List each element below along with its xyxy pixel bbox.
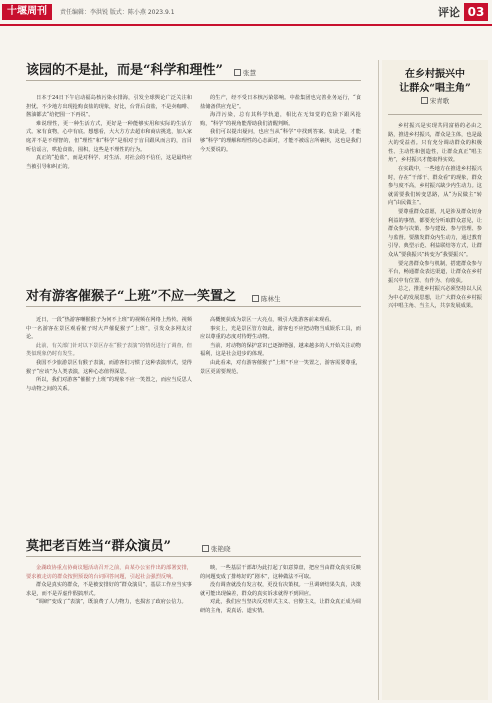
- paragraph: “调研”变成了“表演”，既浪费了人力物力，也损害了政府公信力。: [36, 599, 187, 606]
- paragraph: 难说理性，更一种生活方式，更好是一种能够实用和实际的生活方式。家有食物，心中有底。想想看，大大方方去超市和商店挑选，加入家庭并不是不理智的，但“理性”和“科学”是相对于盲目跟风而言的，盲目听信谣言，哄抢食盐，囤积，这些是不理性的行为。: [26, 120, 192, 153]
- article-column-2: [200, 316, 361, 556]
- paragraph: 我们可以提出疑问，也应当从“科学”中找到答案。如此是，才能够“科学”的理解和理性的心态面对，才能不被谣言所裹挟，这也是我们今天要说的。: [200, 129, 361, 153]
- paragraph: 没有调查就没有发言权，更没有决策权。一旦调研结果失真，决策就可能出现偏差，群众的真实诉求就得不到回应。: [200, 582, 361, 597]
- sidebar-title-line-1: 在乡村振兴中: [405, 69, 465, 80]
- article-header: [26, 536, 361, 557]
- paragraph: 所以，我们对游客“催猴子上班”的现象不应一笑置之，而应当反思人与动物之间的关系。: [26, 377, 192, 392]
- article-column-1: [26, 94, 192, 278]
- article-byline: 张艳晓: [202, 544, 231, 553]
- article-title: 该园的不是扯，而是“科学和理性”: [26, 63, 223, 78]
- paragraph: 在实践中，一些地方在推进乡村振兴时，存在“干部干、群众看”的现象，群众参与度不高，乡村振兴缺少内生动力。这就需要我们转变思路，从“为民做主”转向“由民做主”。: [388, 165, 482, 207]
- article-column-1: [26, 564, 192, 700]
- paragraph: 此前，有关部门针对以下景区存在“猴子表演”的情况进行了调查，但类似现象仍时有发生。: [26, 342, 192, 358]
- main-column: [4, 26, 375, 703]
- paragraph: 当前，对动物的保护意识已逐渐增强，越来越多的人开始关注动物福利，这是社会进步的体现。: [200, 342, 361, 358]
- masthead: 十堰周刊: [2, 4, 52, 20]
- paragraph: 金湖政协重点协商议题活动召开之前，由某办公室作出的部署安排，要求被走访的群众按照预设的台词回答问题，引起社会强烈反响。: [26, 565, 192, 580]
- paragraph: 近日，一段“热游客嘲猴猴子为何不上班”的视频在网络上热传。视频中一名游客在景区观看猴子时大声催促猴子“上班”，引发众多网友讨论。: [26, 317, 192, 341]
- article-title: 对有游客催猴子“上班”不应一笑置之: [26, 289, 236, 304]
- paragraph: 我国不少旅游景区有猴子表演，而游客们习惯了这种表演形式，觉得猴子“应该”为人类表演，这种心态值得深思。: [26, 359, 192, 375]
- paragraph: 群众是真实的群众，不是被安排好的“群众演员”，基层工作应当实事求是，而不是弄虚作假搞形式。: [26, 582, 192, 597]
- sidebar-header: [388, 68, 482, 115]
- paragraph: 要尊重群众意愿，凡是涉及群众切身利益的事情，都要充分听取群众意见，让群众参与决策、参与建设、参与管理、参与监督。要激发群众内生动力，通过教育引导、典型示范、利益联结等方式，让群众从“要我振兴”转变为“我要振兴”。: [388, 208, 482, 258]
- sidebar-byline: 宋青歌: [388, 96, 482, 106]
- sidebar-commentary: [382, 60, 488, 700]
- paragraph: 日本于24日下午启动福岛核污染水排海，引发全球舆论广泛关注和担忧。不少地方出现抢购食盐的现象，好比，台背后食盐，不是卖咖啡、酱油都去“给把囤一下再说”。: [26, 95, 192, 119]
- paragraph: 高概便获成为景区一大亮点，吸引大批游客前来观看。: [210, 317, 335, 323]
- paragraph: 总之，推进乡村振兴必须坚持以人民为中心的发展思想，让广大群众在乡村振兴中唱主角、当主人，共享发展成果。: [388, 286, 482, 310]
- page-number: 03: [464, 3, 488, 21]
- article-title: 莫把老百姓当“群众演员”: [26, 539, 171, 554]
- article-monkey-tourists: [4, 286, 375, 556]
- paragraph: 映，一些基层干部却为此打起了如意算盘，把应当由群众真实反映的问题变成了排练好的“剧本”，这种做法不可取。: [200, 565, 361, 580]
- editor-credits: 责任编辑：李洪锐 版式：陈小燕 2023.9.1: [60, 9, 175, 16]
- paragraph: 海洋污染，总有其科学轨道，相比在无知觉的危险下跟风抢购，“科学”的视角能帮助我们清醒判断。: [200, 112, 361, 127]
- page-header: [0, 0, 492, 26]
- paragraph: 乡村振兴是实现共同富裕的必由之路，推进乡村振兴，群众是主体，也是最大的受益者。只有充分调动群众的积极性、主动性和创造性，让群众真正“唱主角”，乡村振兴才能取得实效。: [388, 123, 482, 164]
- sidebar-title-line-2: 让群众“唱主角”: [399, 83, 471, 94]
- paragraph: 真正的“抢盐”，而是对科学、对生活、对社会的不信任，这是最终应当被引导和纠正的。: [26, 155, 192, 170]
- sidebar-body: [388, 122, 482, 696]
- paragraph: 对此，我们应当坚决反对形式主义、官僚主义，让群众真正成为调研的主角，说真话、道实情。: [200, 599, 361, 614]
- paragraph: 事实上，光是景区管方如此，游客也不应把动物当成娱乐工具，而应以尊重的态度对待野生动物。: [200, 325, 361, 341]
- article-byline: 张慧: [234, 68, 256, 77]
- article-science-reason: [4, 60, 375, 280]
- article-header: [26, 60, 361, 81]
- article-mass-actors: [4, 536, 375, 703]
- paragraph: 由此看来，对有游客催猴子“上班”不应一笑置之，游客需要尊重，景区更需要规范。: [200, 359, 361, 375]
- article-column-2: [200, 564, 361, 700]
- paragraph: 的生产，经不受日本核污染影响。中盐集团也完善业务运行，“食盐储备供应充足”。: [200, 95, 361, 110]
- paragraph: 要完善群众参与机制，搭建群众参与平台，畅通群众表达渠道，让群众在乡村振兴中有位置、有作为、有收获。: [388, 260, 482, 284]
- article-column-1: [26, 316, 192, 556]
- article-byline: 陈林生: [252, 294, 281, 303]
- column-divider: [378, 60, 379, 700]
- section-name: 评论: [438, 6, 460, 19]
- article-header: [26, 286, 361, 307]
- article-column-2: [200, 94, 361, 278]
